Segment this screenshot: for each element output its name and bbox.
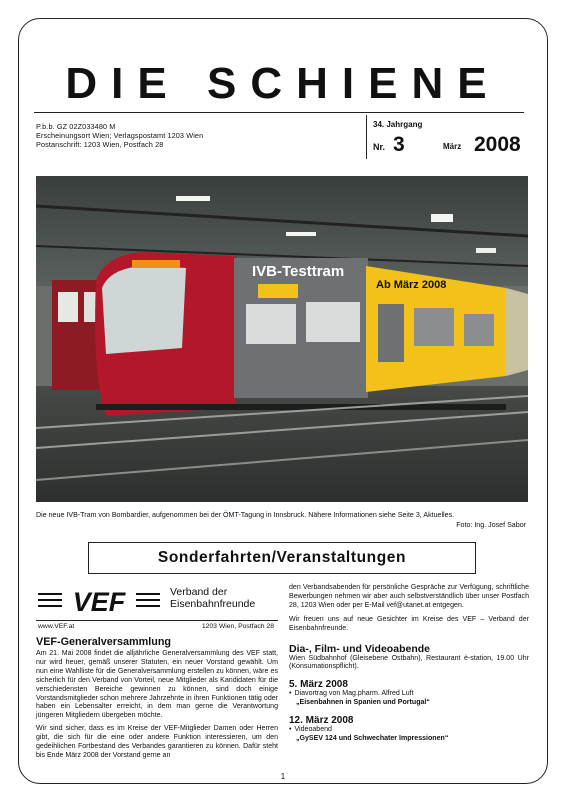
vef-address: 1203 Wien, Postfach 28 (201, 623, 274, 630)
page-number: 1 (280, 772, 286, 781)
event-date: 5. März 2008 (289, 679, 348, 691)
vef-name (170, 586, 255, 610)
photo-caption (36, 511, 528, 530)
events-venue: Wien Südbahnhof (Gleisebene Ostbahn), Restaurant è-station, 19.00 Uhr (Konsumationspflicht). (289, 654, 529, 671)
event-description: • Diavortrag von Mag.pharm. Alfred Luft (289, 690, 529, 699)
photo-credit: Foto: Ing. Josef Sabor (456, 520, 526, 529)
issue-year: 2008 (474, 133, 521, 156)
article-heading: VEF-Generalversammlung (36, 636, 172, 648)
ceiling-light (176, 196, 210, 201)
cover-photo (36, 176, 528, 502)
publication-info (36, 122, 356, 149)
vef-name-line: Eisenbahnfreunde (170, 598, 256, 610)
event-title: „Eisenbahnen in Spanien und Portugal“ (296, 699, 430, 707)
vef-logo (38, 586, 160, 616)
vef-header (36, 584, 278, 630)
postal-info-line: Postanschrift: 1203 Wien, Postfach 28 (36, 140, 164, 149)
volume: 34. Jahrgang (373, 120, 423, 129)
ceiling-light (286, 232, 316, 236)
event-date: 12. März 2008 (289, 714, 354, 726)
article-paragraph: den Verbandsabenden für persönliche Gespräche zur Verfügung, schriftliche Bewerbungen nehmen wir aber auch selbstverständlich über unser Postfach 28, 1203 Wien oder per E-Mail vef@utanet.at entgegen. (289, 584, 529, 609)
vef-url[interactable]: www.VEF.at (38, 623, 75, 630)
left-column (36, 584, 278, 761)
article-paragraph: Wir sind sicher, dass es im Kreise der VEF-Mitglieder Damen oder Herren gibt, die sich für die eine oder andere Funktion interessieren, um den gedeihlichen Fortbestand des Verbandes garantieren zu können. Dafür steht bis Ende März 2008 der Vorstand gerne an (36, 725, 278, 759)
section-banner: Sonderfahrten/Veranstaltungen (88, 542, 476, 574)
ceiling-light (431, 214, 453, 222)
masthead-title: DIE SCHIENE (65, 59, 501, 108)
issue-info (373, 120, 533, 156)
vef-logo-text: VEF (72, 587, 126, 616)
postal-info-line: Erscheinungsort Wien; Verlagspostamt 1203 Wien (36, 131, 204, 140)
event-description: • Videoabend (289, 726, 529, 735)
meta-divider (366, 115, 367, 159)
postal-info-line: P.b.b. GZ 02Z033480 M (36, 122, 116, 131)
events-heading: Dia-, Film- und Videoabende (289, 642, 430, 655)
issue-number-label: Nr. (373, 142, 386, 152)
vef-contact-bar (36, 620, 278, 633)
article-paragraph: Wir freuen uns auf neue Gesichter im Kreise des VEF – Verband der Eisenbahnfreunde. (289, 615, 529, 632)
masthead-rule-bottom (34, 112, 524, 113)
vef-name-line: Verband der (170, 586, 228, 598)
issue-month: März (443, 142, 462, 151)
event-title: „GySEV 124 und Schwechater Impressionen“ (296, 734, 449, 742)
issue-number: 3 (393, 133, 405, 156)
tram-side-text: Ab März 2008 (376, 279, 447, 291)
right-column (289, 584, 529, 744)
caption-text: Die neue IVB-Tram von Bombardier, aufgenommen bei der ÖMT-Tagung in Innsbruck. Nähere Informationen siehe Seite 3, Aktuelles. (36, 511, 455, 519)
tram-lettering: IVB-Testtram (252, 263, 345, 280)
ceiling-light (476, 248, 496, 253)
article-paragraph: Am 21. Mai 2008 findet die alljährliche Generalversammlung des VEF statt, nur wird heuer, gemäß unserer Statuten, ein neuer Vorstand gewählt. Um nun eine Wahlliste für die Generalversammlung erstellen zu können, wäre es sicherlich für den Verband von Vorteil, neue Mitglieder als Kandidaten für die verschiedensten Bereiche gewinnen zu können, sind doch einige Vorstandsmitglieder schon mehrere Jahrzehnte in ihren Funktionen tätig oder haben ein Lebensalter erreicht, in dem man gerne die Verantwortung jüngeren Mitgliedern übergeben möchte. (36, 650, 278, 720)
masthead-logo (30, 40, 536, 112)
tram-illustration (36, 176, 528, 502)
